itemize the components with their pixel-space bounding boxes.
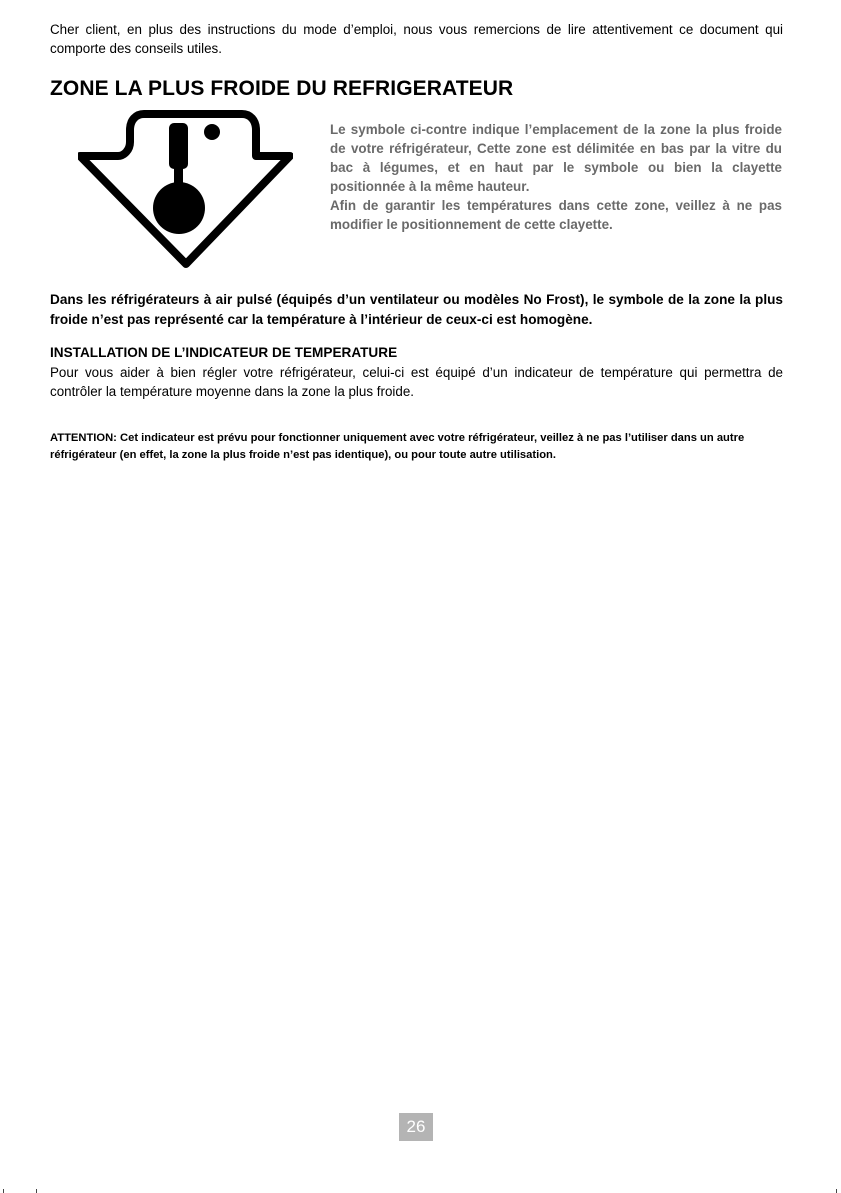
section-title-coldest-zone: ZONE LA PLUS FROIDE DU REFRIGERATEUR [50,77,514,100]
attention-warning: ATTENTION: Cet indicateur est prévu pour fonctionner uniquement avec votre réfrigérateur, veillez à ne pas l’utiliser dans un autre réfrigérateur (en effet, la zone la plus froide n’est pas identique), ou pour toute autre utilisation. [50,432,745,461]
indicator-installation-paragraph: Pour vous aider à bien régler votre réfrigérateur, celui-ci est équipé d’un indicateur de température qui permettra de contrôler la température moyenne dans la zone la plus froide. [50,365,783,399]
page-number-badge: 26 [399,1113,433,1141]
crop-mark-left [3,1189,4,1193]
no-frost-note: Dans les réfrigérateurs à air pulsé (équipés d’un ventilateur ou modèles No Frost), le symbole de la zone la plus froide n’est pas représenté car la température à l’intérieur de ceux-ci est homogène. [50,292,783,327]
coldest-zone-description [330,120,782,234]
coldest-zone-paragraph-1: Le symbole ci-contre indique l’emplacement de la zone la plus froide de votre réfrigérateur, Cette zone est délimitée en bas par la vitre du bac à légumes, et en haut par le symbole ou bien la clayette positionnée à la même hauteur. [330,122,782,194]
intro-paragraph: Cher client, en plus des instructions du mode d’emploi, nous vous remercions de lire attentivement ce document qui comporte des conseils utiles. [50,22,783,56]
crop-mark-right [836,1189,837,1193]
coldest-zone-paragraph-2: Afin de garantir les températures dans cette zone, veillez à ne pas modifier le positionnement de cette clayette. [330,198,782,232]
coldest-zone-symbol-icon [78,108,293,268]
section-title-indicator-installation: INSTALLATION DE L’INDICATEUR DE TEMPERATURE [50,345,398,360]
crop-mark-left-inner [36,1189,37,1193]
